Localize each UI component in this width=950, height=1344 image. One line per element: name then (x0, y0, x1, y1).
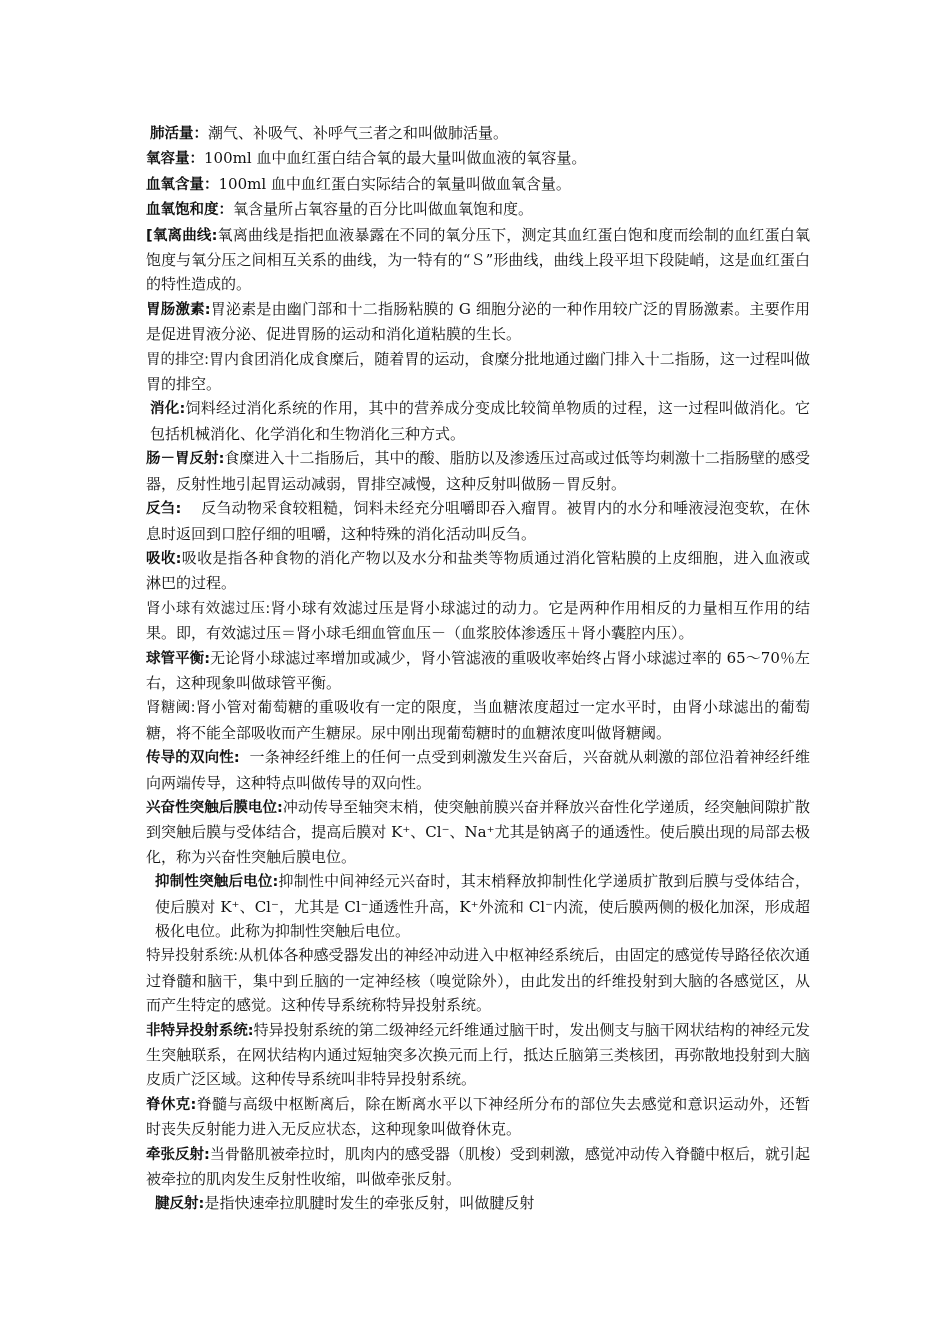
document-page (146, 121, 810, 1217)
entry-definition: 当骨骼肌被牵拉时，肌肉内的感受器（肌梭）受到刺激，感觉冲动传入脊髓中枢后，就引起被牵拉的肌肉发生反射性收缩，叫做牵张反射。 (146, 1144, 810, 1189)
entry-term: 牵张反射: (146, 1146, 210, 1163)
entry-term: 血氧含量： (146, 176, 219, 193)
entry-definition: 食糜进入十二指肠后，其中的酸、脂肪以及渗透压过高或过低等均刺激十二指肠壁的感受器，反射性地引起胃运动减弱，胃排空减慢，这种反射叫做肠－胃反射。 (146, 449, 810, 493)
entry-definition: 冲动传导至轴突末梢，使突触前膜兴奋并释放兴奋性化学递质，经突触间隙扩散到突触后膜与受体结合，提高后膜对 K⁺、Cl⁻、Na⁺尤其是钠离子的通透性。使后膜出现的局部去极化，称为兴奋性突触后膜电位。 (146, 797, 810, 866)
entry-term: 消化: (150, 401, 186, 418)
entry-renal-threshold-glucose (146, 695, 810, 745)
entry-term: 抑制性突触后电位: (155, 874, 279, 891)
entry-definition: 饲料经过消化系统的作用，其中的营养成分变成比较简单物质的过程，这一过程叫做消化。它包括机械消化、化学消化和生物消化三种方式。 (150, 399, 810, 443)
entry-spinal-shock (146, 1092, 810, 1142)
entry-definition: 100ml 血中血红蛋白实际结合的氧量叫做血氧含量。 (218, 174, 571, 193)
entry-term: 脊休克: (146, 1096, 197, 1113)
entry-term: 吸收: (146, 550, 182, 567)
entry-term: 球管平衡: (146, 650, 211, 667)
entry-definition: 无论肾小球滤过率增加或减少，肾小管滤液的重吸收率始终占肾小球滤过率的 65～70％左右，这种现象叫做球管平衡。 (146, 648, 810, 692)
entry-definition: 肾小管对葡萄糖的重吸收有一定的限度，当血糖浓度超过一定水平时，由肾小球滤出的葡萄糖，将不能全部吸收而产生糖尿。尿中刚出现葡萄糖时的血糖浓度叫做肾糖阈。 (146, 698, 810, 742)
entry-definition: 脊髓与高级中枢断离后，除在断离水平以下神经所分布的部位失去感觉和意识运动外，还暂时丧失反射能力进入无反应状态，这种现象叫做脊休克。 (146, 1094, 810, 1139)
entry-rumination (146, 496, 810, 546)
entry-blood-oxygen-content (146, 172, 810, 197)
entry-term: [氧离曲线: (146, 227, 218, 244)
entry-term: 非特异投射系统: (146, 1022, 254, 1039)
entry-term: 兴奋性突触后膜电位: (146, 799, 283, 816)
entry-tendon-reflex (146, 1191, 810, 1216)
entry-term: 肾糖阈: (146, 700, 196, 717)
entry-definition: 肾小球有效滤过压是肾小球滤过的动力。它是两种作用相反的力量相互作用的结果。即，有效滤过压＝肾小球毛细血管血压－（血浆胶体渗透压＋肾小囊腔内压）。 (146, 598, 810, 643)
entry-definition: 抑制性中间神经元兴奋时，其末梢释放抑制性化学递质扩散到后膜与受体结合，使后膜对 K⁺、Cl⁻，尤其是 Cl⁻通透性升高，K⁺外流和 Cl⁻内流，使后膜两侧的极化加深，形成超极化电位。此称为抑制性突触后电位。 (155, 872, 810, 940)
entry-bidirectional-conduction (146, 745, 810, 795)
entry-definition: 胃泌素是由幽门部和十二指肠粘膜的 G 细胞分泌的一种作用较广泛的胃肠激素。主要作用是促进胃液分泌、促进胃肠的运动和消化道粘膜的生长。 (146, 299, 810, 344)
entry-term: 胃肠激素: (146, 301, 211, 318)
entry-definition: 胃内食团消化成食糜后，随着胃的运动，食糜分批地通过幽门排入十二指肠，这一过程叫做胃的排空。 (146, 349, 810, 394)
entry-term: 反刍: (146, 501, 182, 518)
entry-definition: 反刍动物采食较粗糙，饲料未经充分咀嚼即吞入瘤胃。被胃内的水分和唾液浸泡变软，在休息时返回到口腔仔细的咀嚼，这种特殊的消化活动叫反刍。 (146, 499, 810, 543)
entry-definition: 从机体各种感受器发出的神经冲动进入中枢神经系统后，由固定的感觉传导路径依次通过脊髓和脑干，集中到丘脑的一定神经核（嗅觉除外），由此发出的纤维投射到大脑的各感觉区，从而产生特定的感觉。这种传导系统称特异投射系统。 (146, 946, 810, 1015)
entry-nonspecific-projection-system (146, 1018, 810, 1092)
entry-stretch-reflex (146, 1142, 810, 1192)
entry-term: 肾小球有效滤过压: (146, 600, 271, 617)
entry-term: 肺活量： (150, 126, 208, 142)
entry-epsp (146, 795, 810, 869)
entry-enterogastric-reflex (146, 446, 810, 496)
entry-definition: 是指快速牵拉肌腱时发生的牵张反射，叫做腱反射 (204, 1194, 535, 1213)
entry-term: 胃的排空: (146, 351, 209, 368)
entry-digestion (146, 396, 810, 446)
entry-glomerulotubular-balance (146, 646, 810, 696)
entry-definition: 一条神经纤维上的任何一点受到刺激发生兴奋后，兴奋就从刺激的部位沿着神经纤维向两端传导，这种特点叫做传导的双向性。 (146, 748, 810, 792)
entry-gastric-emptying (146, 347, 810, 397)
entry-definition: 100ml 血中血红蛋白结合氧的最大量叫做血液的氧容量。 (204, 149, 587, 168)
entry-term: 特异投射系统: (146, 948, 239, 965)
entry-definition: 氧含量所占氧容量的百分比叫做血氧饱和度。 (233, 200, 534, 219)
entry-effective-filtration-pressure (146, 596, 810, 646)
entry-vital-capacity (146, 121, 810, 146)
entry-ipsp (146, 869, 810, 943)
entry-definition: 特异投射系统的第二级神经元纤维通过脑干时，发出侧支与脑干网状结构的神经元发生突触联系，在网状结构内通过短轴突多次换元而上行，抵达丘脑第三类核团，再弥散地投射到大脑皮质广泛区域。这种传导系统叫非特异投射系统。 (146, 1020, 810, 1089)
entry-definition: 潮气、补吸气、补呼气三者之和叫做肺活量。 (208, 124, 509, 142)
entry-definition: 吸收是指各种食物的消化产物以及水分和盐类等物质通过消化管粘膜的上皮细胞，进入血液或淋巴的过程。 (146, 548, 810, 593)
entry-gastrointestinal-hormone (146, 297, 810, 347)
entry-term: 传导的双向性: (146, 750, 240, 767)
entry-specific-projection-system (146, 943, 810, 1017)
entry-term: 血氧饱和度： (146, 202, 233, 219)
entry-term: 肠－胃反射: (146, 451, 225, 468)
entry-oxygen-capacity (146, 146, 810, 171)
entry-definition: 氧离曲线是指把血液暴露在不同的氧分压下，测定其血红蛋白饱和度而绘制的血红蛋白氧饱度与氧分压之间相互关系的曲线，为一特有的“Ｓ”形曲线，曲线上段平坦下段陡峭，这是血红蛋白的特性造成的。 (146, 225, 810, 294)
entry-term: 腱反射: (155, 1196, 205, 1213)
entry-term: 氧容量： (146, 151, 204, 168)
entry-absorption (146, 546, 810, 596)
entry-oxygen-dissociation-curve (146, 223, 810, 297)
entry-oxygen-saturation (146, 197, 810, 222)
